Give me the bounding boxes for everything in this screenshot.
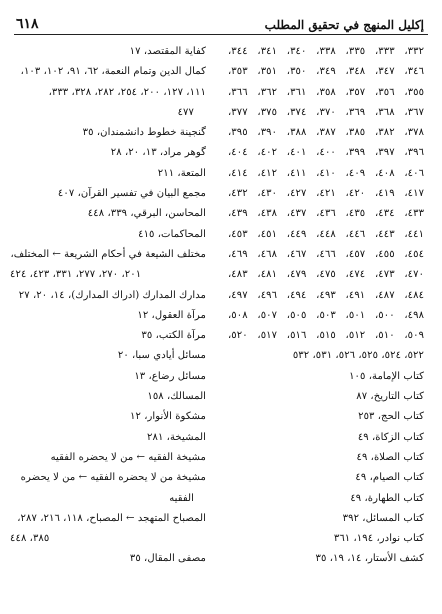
index-continuation: الفقيه <box>169 492 194 504</box>
index-line: ٤١٧، ٤١٩، ٤٢٠، ٤٢١، ٤٢٧، ٤٣٠، ٤٣٢، <box>228 188 424 200</box>
index-continuation: ٢٠١، ٢٧٠، ٢٧٧، ٣٣١، ٤٢٣، ٤٢٤ <box>10 269 142 281</box>
index-entry: كتاب الحج، ٢٥٣ <box>358 411 424 423</box>
index-line: ٣٩٦، ٣٩٧، ٣٩٩، ٤٠٠، ٤٠١، ٤٠٢، ٤٠٤، <box>228 147 424 159</box>
index-entry: كتاب الإمامة، ١٠٥ <box>349 370 424 382</box>
page-header <box>16 10 424 32</box>
index-entry: مشيخة الفقيه ← من لا يحضره الفقيه <box>50 451 206 463</box>
index-line: ٣٥٥، ٣٥٦، ٣٥٧، ٣٥٨، ٣٦١، ٣٦٢، ٣٦٦، <box>228 86 424 98</box>
index-entry: كتاب الزكاة، ٤٩ <box>357 431 424 443</box>
index-entry: كتاب الصيام، ٤٩ <box>355 472 424 484</box>
index-continuation: ٤٧٧ <box>177 106 194 118</box>
index-continuation: ٣٨٥، ٤٤٨ <box>10 533 50 545</box>
index-entry: كمال الدين وتمام النعمة، ٦٢، ٩١، ١٠٢، ١٠٣، <box>20 66 206 78</box>
index-entry: كتاب نوادر، ١٩٤، ٣٦١ <box>333 533 424 545</box>
index-entry: گنجينة خطوط دانشمندان، ٣٥ <box>82 127 206 139</box>
index-entry: كتاب التاريخ، ٨٧ <box>356 391 424 403</box>
index-line: ٤٥٤، ٤٥٥، ٤٥٧، ٤٦٦، ٤٦٧، ٤٦٨، ٤٦٩، <box>228 248 424 260</box>
index-line: ٥٠٩، ٥١٠، ٥١٢، ٥١٥، ٥١٦، ٥١٧، ٥٢٠، <box>228 330 424 342</box>
index-entry: مسائل رضاع، ١٣ <box>134 370 206 382</box>
index-entry: مجمع البيان في تفسير القرآن، ٤٠٧ <box>57 188 206 200</box>
index-line: ٣٦٧، ٣٦٨، ٣٦٩، ٣٧٠، ٣٧٤، ٣٧٥، ٣٧٧، <box>228 106 424 118</box>
index-entry: مصفى المقال، ٣٥ <box>129 553 206 565</box>
index-entry: مرآة العقول، ١٢ <box>137 309 206 321</box>
header-rule <box>14 34 428 35</box>
index-entry: المصباح المتهجد ← المصباح، ١١٨، ٢١٦، ٢٨٧، <box>17 512 206 524</box>
index-entry: مختلف الشيعة في أحكام الشريعة ← المختلف، <box>10 248 206 260</box>
index-entry: مشيخة من لا يحضره الفقيه ← من لا يحضره <box>20 472 206 484</box>
index-entry: مسائل أيادي سبا، ٢٠ <box>117 350 206 362</box>
index-entry: كشف الأستار، ١٤، ١٩، ٣٥ <box>315 553 424 565</box>
index-line: ٣٣٢، ٣٣٣، ٣٣٥، ٣٣٨، ٣٤٠، ٣٤١، ٣٤٤، <box>228 46 424 57</box>
index-entry: مرآة الكتب، ٣٥ <box>141 330 206 342</box>
index-continuation: ١١١، ١٢٧، ٢٠٠، ٢٥٤، ٢٨٢، ٣٢٨، ٣٣٣، <box>48 86 206 98</box>
index-line: ٤٨٤، ٤٨٧، ٤٩١، ٤٩٣، ٤٩٤، ٤٩٦، ٤٩٧، <box>228 289 424 301</box>
index-line: ٤٩٨، ٥٠٠، ٥٠١، ٥٠٣، ٥٠٥، ٥٠٧، ٥٠٨، <box>228 309 424 321</box>
index-entry: المشيخة، ٢٨١ <box>147 431 206 443</box>
index-entry: كتاب الطهارة، ٤٩ <box>350 492 424 504</box>
index-entry: گوهر مراد، ١٣، ٢٠، ٢٨ <box>110 147 206 159</box>
index-entry: المتعة، ٢١١ <box>157 167 206 179</box>
index-entry: كفاية المقتصد، ١٧ <box>129 46 206 57</box>
running-title: إكليل المنهج في تحقيق المطلب <box>264 18 424 32</box>
index-line: ٤٧٠، ٤٧٣، ٤٧٤، ٤٧٥، ٤٧٩، ٤٨١، ٤٨٣، <box>228 269 424 281</box>
index-entry: مشكوة الأنوار، ١٢ <box>130 411 206 423</box>
index-entry: المحاسن، البرقي، ٣٣٩، ٤٤٨ <box>87 208 206 220</box>
page-number: ٦١٨ <box>16 16 39 32</box>
index-entry: المسالك، ١٥٨ <box>147 391 206 403</box>
index-entry: كتاب المسائل، ٣٩٢ <box>342 512 424 524</box>
index-entry: كتاب الصلاة، ٤٩ <box>356 451 424 463</box>
index-line: ٤٠٦، ٤٠٨، ٤٠٩، ٤١٠، ٤١١، ٤١٢، ٤١٤، <box>228 167 424 179</box>
index-line: ٣٧٨، ٣٨٢، ٣٨٥، ٣٨٧، ٣٨٨، ٣٩٠، ٣٩٥، <box>228 127 424 139</box>
index-line: ٤٣٣، ٤٣٤، ٤٣٥، ٤٣٦، ٤٣٧، ٤٣٨، ٤٣٩، <box>228 208 424 220</box>
index-entry: مدارك المدارك (ادراك المدارك)، ١٤، ٢٠، ٢٧ <box>18 289 206 301</box>
index-line: ٣٤٦، ٣٤٧، ٣٤٨، ٣٤٩، ٣٥٠، ٣٥١، ٣٥٣، <box>228 66 424 78</box>
index-column-left <box>10 42 206 570</box>
index-line: ٥٢٢، ٥٢٤، ٥٢٥، ٥٢٦، ٥٣١، ٥٣٢ <box>292 350 424 362</box>
index-column-right <box>228 42 424 570</box>
index-entry: المحاكمات، ٤١٥ <box>138 228 206 240</box>
index-line: ٤٤١، ٤٤٣، ٤٤٦، ٤٤٨، ٤٤٩، ٤٥١، ٤٥٣، <box>228 228 424 240</box>
